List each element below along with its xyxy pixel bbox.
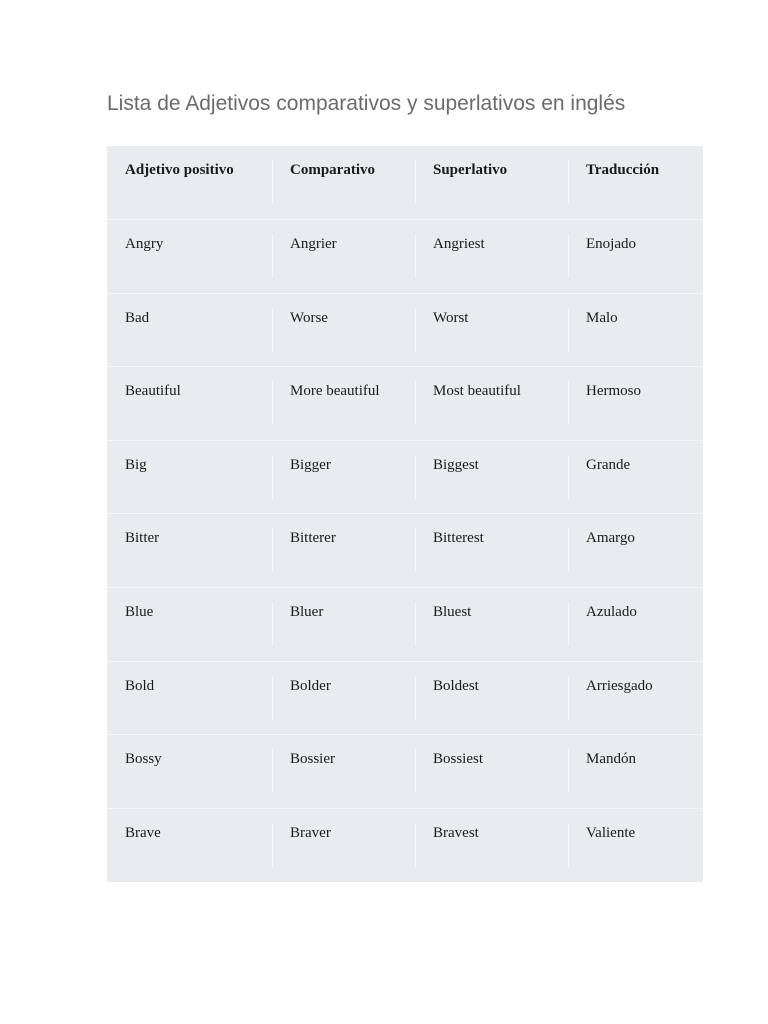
cell-translation <box>568 808 703 882</box>
table-row <box>107 293 703 367</box>
cell-translation <box>568 220 703 294</box>
column-separator <box>568 308 569 352</box>
header-positive-label: Adjetivo positivo <box>125 162 234 178</box>
header-superlative-label: Superlativo <box>433 162 508 178</box>
column-separator <box>415 234 416 278</box>
column-separator <box>272 823 273 867</box>
column-separator <box>272 234 273 278</box>
page-title: Lista de Adjetivos comparativos y superlativos en inglés <box>107 92 626 115</box>
column-separator <box>415 823 416 867</box>
cell-text: Worst <box>433 309 469 326</box>
cell-text: Bitterest <box>433 530 484 547</box>
cell-comparative <box>272 440 415 514</box>
header-positive <box>107 146 272 220</box>
column-separator <box>272 308 273 352</box>
cell-text: Bitterer <box>290 530 336 547</box>
column-separator <box>272 455 273 499</box>
column-separator <box>415 749 416 793</box>
cell-text: Bluest <box>433 604 472 621</box>
column-separator <box>568 381 569 425</box>
cell-text: Bitter <box>125 530 160 547</box>
cell-positive <box>107 440 272 514</box>
cell-comparative <box>272 808 415 882</box>
cell-text: More beautiful <box>290 383 380 400</box>
table-row <box>107 514 703 588</box>
cell-superlative <box>415 808 568 882</box>
table-row <box>107 367 703 441</box>
cell-positive <box>107 293 272 367</box>
cell-text: Angrier <box>290 236 337 253</box>
cell-text: Bolder <box>290 677 331 694</box>
column-separator <box>415 381 416 425</box>
table-row <box>107 440 703 514</box>
column-separator <box>568 160 569 204</box>
cell-text: Bigger <box>290 456 331 473</box>
column-separator <box>568 749 569 793</box>
header-translation <box>568 146 703 220</box>
cell-text: Grande <box>586 456 631 473</box>
column-separator <box>272 160 273 204</box>
cell-text: Bluer <box>290 604 324 621</box>
table-row <box>107 661 703 735</box>
cell-comparative <box>272 293 415 367</box>
column-separator <box>272 749 273 793</box>
cell-translation <box>568 588 703 662</box>
adjectives-table <box>107 146 703 882</box>
cell-superlative <box>415 588 568 662</box>
cell-text: Beautiful <box>125 383 181 400</box>
header-translation-label: Traducción <box>586 162 660 178</box>
cell-superlative <box>415 367 568 441</box>
cell-positive <box>107 514 272 588</box>
cell-text: Worse <box>290 309 328 326</box>
cell-text: Enojado <box>586 236 636 253</box>
cell-text: Angriest <box>433 236 485 253</box>
table-header-row <box>107 146 703 220</box>
cell-text: Amargo <box>586 530 635 547</box>
header-comparative-label: Comparativo <box>290 162 375 178</box>
cell-superlative <box>415 220 568 294</box>
cell-translation <box>568 514 703 588</box>
cell-translation <box>568 367 703 441</box>
cell-text: Most beautiful <box>433 383 521 400</box>
cell-text: Bold <box>125 677 155 694</box>
cell-text: Mandón <box>586 751 636 768</box>
cell-text: Big <box>125 456 147 473</box>
cell-positive <box>107 735 272 809</box>
column-separator <box>415 160 416 204</box>
cell-positive <box>107 661 272 735</box>
cell-text: Bossy <box>125 751 162 768</box>
cell-positive <box>107 367 272 441</box>
cell-superlative <box>415 293 568 367</box>
cell-text: Bravest <box>433 824 479 841</box>
cell-comparative <box>272 735 415 809</box>
cell-comparative <box>272 661 415 735</box>
cell-text: Angry <box>125 236 164 253</box>
table-row <box>107 588 703 662</box>
cell-translation <box>568 440 703 514</box>
cell-text: Blue <box>125 604 154 621</box>
column-separator <box>415 602 416 646</box>
column-separator <box>568 676 569 720</box>
cell-translation <box>568 293 703 367</box>
table-row <box>107 735 703 809</box>
column-separator <box>415 308 416 352</box>
column-separator <box>568 234 569 278</box>
table-row <box>107 220 703 294</box>
column-separator <box>568 823 569 867</box>
column-separator <box>568 455 569 499</box>
column-separator <box>272 381 273 425</box>
cell-text: Bossiest <box>433 751 484 768</box>
cell-comparative <box>272 514 415 588</box>
cell-text: Bossier <box>290 751 335 768</box>
cell-text: Bad <box>125 309 150 326</box>
cell-translation <box>568 661 703 735</box>
column-separator <box>272 602 273 646</box>
cell-comparative <box>272 220 415 294</box>
cell-positive <box>107 808 272 882</box>
cell-text: Hermoso <box>586 383 641 400</box>
cell-text: Azulado <box>586 604 637 621</box>
cell-text: Braver <box>290 824 331 841</box>
column-separator <box>272 528 273 572</box>
column-separator <box>415 455 416 499</box>
header-comparative <box>272 146 415 220</box>
cell-superlative <box>415 514 568 588</box>
cell-superlative <box>415 661 568 735</box>
cell-text: Boldest <box>433 677 479 694</box>
column-separator <box>272 676 273 720</box>
cell-positive <box>107 220 272 294</box>
cell-comparative <box>272 588 415 662</box>
header-superlative <box>415 146 568 220</box>
cell-text: Arriesgado <box>586 677 653 694</box>
column-separator <box>568 602 569 646</box>
cell-text: Malo <box>586 309 618 326</box>
cell-comparative <box>272 367 415 441</box>
column-separator <box>568 528 569 572</box>
cell-text: Valiente <box>586 824 636 841</box>
table-row <box>107 808 703 882</box>
cell-text: Brave <box>125 824 161 841</box>
column-separator <box>415 528 416 572</box>
column-separator <box>415 676 416 720</box>
cell-translation <box>568 735 703 809</box>
cell-superlative <box>415 735 568 809</box>
cell-superlative <box>415 440 568 514</box>
cell-positive <box>107 588 272 662</box>
cell-text: Biggest <box>433 456 479 473</box>
